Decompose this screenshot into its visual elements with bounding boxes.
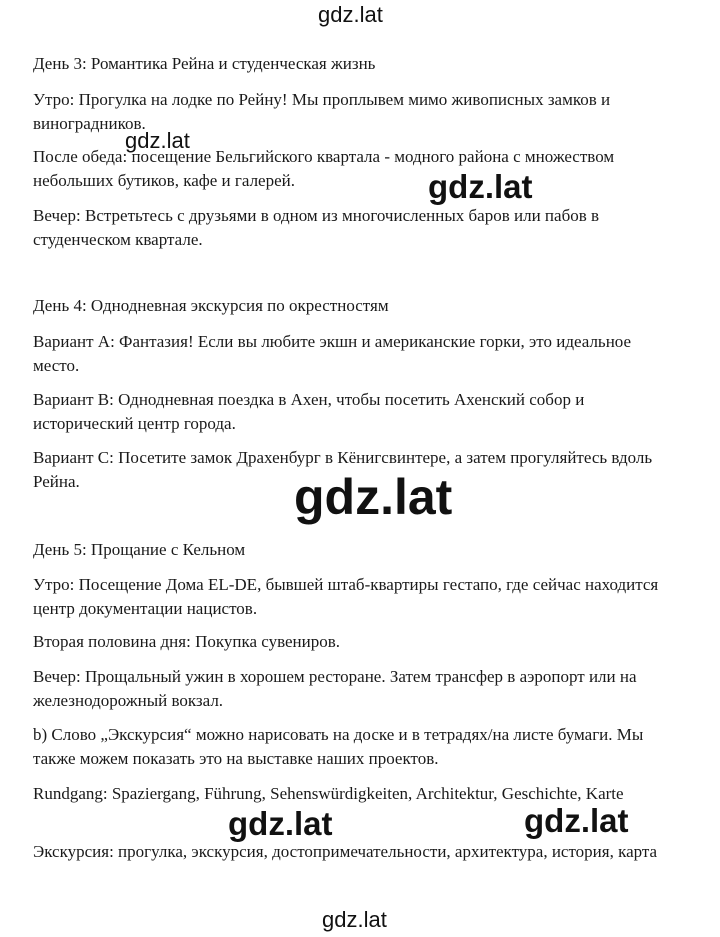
day4-heading: День 4: Однодневная экскурсия по окрестностям [33,296,389,315]
watermark-upper-left: gdz.lat [125,128,190,153]
day4-option-a: Вариант A: Фантазия! Если вы любите экшн и американские горки, это идеальное место. [33,332,632,375]
watermark-lower-left: gdz.lat [228,805,333,842]
rundgang-vocabulary: Rundgang: Spaziergang, Führung, Sehenswürdigkeiten, Architektur, Geschichte, Karte [33,784,624,803]
task-b-text: b) Слово „Экскурсия“ можно нарисовать на доске и в тетрадях/на листе бумаги. Мы также можем показать это на выставке наших проектов. [33,725,644,768]
watermark-bottom: gdz.lat [322,907,387,932]
day4-option-c: Вариант C: Посетите замок Драхенбург в Кёнигсвинтере, а затем прогуляйтесь вдоль Рейна. [33,448,653,491]
day3-morning: Утро: Прогулка на лодке по Рейну! Мы проплывем мимо живописных замков и виноградников. [33,90,611,133]
excursion-vocabulary: Экскурсия: прогулка, экскурсия, достопримечательности, архитектура, история, карта [33,842,658,861]
watermark-upper-right: gdz.lat [428,168,533,205]
watermark-lower-right: gdz.lat [524,802,629,839]
watermark-center: gdz.lat [294,469,453,525]
day3-evening: Вечер: Встретьтесь с друзьями в одном из многочисленных баров или пабов в студенческом квартале. [33,206,600,249]
day5-afternoon: Вторая половина дня: Покупка сувениров. [33,632,341,651]
day5-heading: День 5: Прощание с Кельном [33,540,246,559]
day3-afternoon: После обеда: посещение Бельгийского квартала - модного района с множеством небольших бутиков, кафе и галерей. [33,147,615,190]
day4-option-b: Вариант B: Однодневная поездка в Ахен, чтобы посетить Ахенский собор и исторический центр города. [33,390,585,433]
day5-evening: Вечер: Прощальный ужин в хорошем ресторане. Затем трансфер в аэропорт или на железнодорожный вокзал. [33,667,637,710]
day5-morning: Утро: Посещение Дома EL-DE, бывшей штаб-квартиры гестапо, где сейчас находится центр документации нацистов. [33,575,659,618]
watermark-top: gdz.lat [318,2,383,27]
day3-heading: День 3: Романтика Рейна и студенческая жизнь [33,54,376,73]
